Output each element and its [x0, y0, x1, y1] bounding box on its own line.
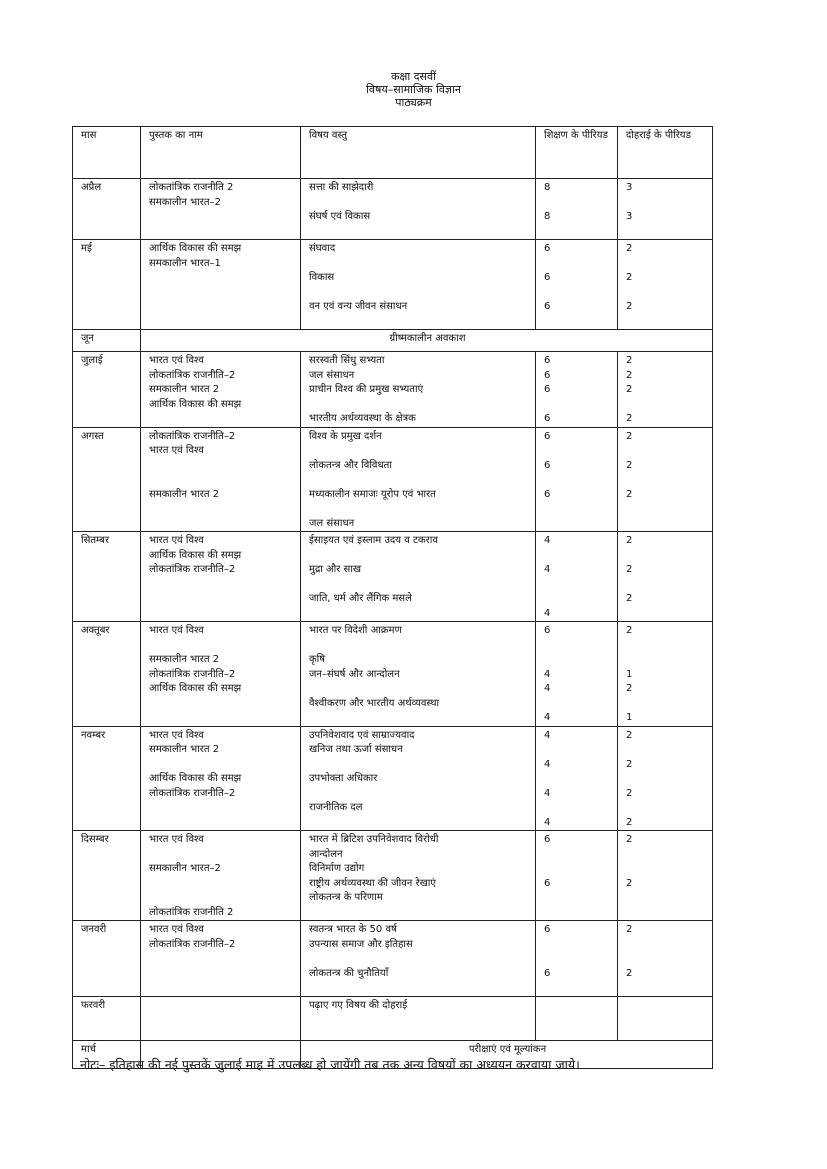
cell-line: 2: [626, 593, 633, 604]
cell-line: [544, 257, 611, 272]
cell-line: उपभोक्ता अधिकार: [309, 773, 378, 784]
cell-line: 2: [626, 967, 633, 979]
cell-line: [626, 257, 706, 272]
cell-line: 2: [626, 877, 633, 889]
cell-line: [309, 607, 529, 622]
cell-line: [309, 639, 529, 654]
syllabus-table: [72, 126, 713, 1069]
cell-line: 4: [544, 607, 551, 619]
cell-line: 2: [626, 272, 633, 283]
book-cell: [141, 996, 301, 1040]
cell-line: समकालीन भारत 2: [149, 384, 220, 395]
cell-line: भारतीय अर्थव्यवस्था के क्षेत्रक: [309, 413, 416, 424]
revision-periods-cell: [618, 996, 713, 1040]
book-cell: [141, 622, 301, 727]
cell-line: [544, 225, 611, 240]
cell-line: विकास: [309, 272, 335, 283]
cell-line: 4: [544, 683, 551, 694]
cell-line: [309, 257, 529, 272]
cell-line: [149, 459, 294, 474]
cell-line: [544, 398, 611, 413]
cell-line: समकालीन भारत 2: [149, 488, 220, 500]
cell-line: [149, 300, 294, 315]
cell-line: 4: [544, 816, 551, 828]
cell-line: [309, 286, 529, 301]
teaching-periods-cell: [536, 532, 618, 622]
cell-line: जाति, धर्म और लैंगिक मसले: [309, 593, 412, 604]
book-cell: [141, 921, 301, 997]
cell-line: [544, 578, 611, 593]
cell-line: आर्थिक विकास की समझ: [149, 398, 242, 410]
topic-cell: [301, 427, 536, 532]
cell-line: [149, 952, 294, 967]
month-cell: फरवरी: [73, 996, 141, 1040]
table-row: [73, 352, 713, 428]
cell-line: 2: [626, 369, 633, 381]
topic-cell: [301, 352, 536, 428]
table-row: [73, 726, 713, 831]
month-cell: अगस्त: [73, 427, 141, 532]
cell-line: भारत में ब्रिटिश उपनिवेशवाद विरोधी: [309, 834, 439, 845]
cell-line: [544, 981, 611, 996]
cell-line: [309, 225, 529, 240]
cell-line: आर्थिक विकास की समझ: [149, 549, 242, 561]
cell-line: 1: [626, 668, 633, 680]
cell-line: संघर्ष एवं विकास: [309, 211, 371, 222]
cell-line: [149, 891, 294, 906]
table-row: [73, 622, 713, 727]
cell-line: उपनिवेशवाद एवं साम्राज्यवाद: [309, 729, 415, 741]
book-cell: [141, 179, 301, 240]
cell-line: समकालीन भारत–1: [149, 257, 221, 269]
cell-line: [544, 743, 611, 758]
cell-line: विनिर्माण उद्योग: [309, 863, 365, 874]
month-cell: मार्च: [73, 1040, 141, 1068]
cell-line: [626, 639, 706, 654]
cell-line: [544, 848, 611, 863]
month-cell: जून: [73, 330, 141, 352]
cell-line: [626, 286, 706, 301]
cell-line: 4: [544, 712, 551, 723]
cell-line: 2: [626, 816, 633, 828]
cell-line: 2: [626, 564, 633, 575]
cell-line: [626, 981, 706, 996]
cell-line: जल संसाधन: [309, 517, 355, 529]
cell-line: जल संसाधन: [309, 369, 355, 381]
cell-line: 4: [544, 535, 551, 546]
cell-line: [149, 286, 294, 301]
cell-line: राजनीतिक दल: [309, 802, 363, 813]
teaching-periods-cell: [536, 179, 618, 240]
cell-line: [626, 938, 706, 953]
cell-line: [626, 801, 706, 816]
revision-periods-cell: [618, 532, 713, 622]
revision-periods-cell: [618, 240, 713, 330]
cell-line: [149, 607, 294, 622]
cell-line: 2: [626, 625, 633, 636]
teaching-periods-cell: [536, 831, 618, 921]
table-header-row: [73, 127, 713, 179]
cell-line: [544, 801, 611, 816]
cell-line: [309, 315, 529, 330]
cell-line: 2: [626, 243, 633, 254]
month-cell: जुलाई: [73, 352, 141, 428]
teaching-periods-cell: [536, 622, 618, 727]
cell-line: भारत एवं विश्व: [149, 355, 204, 366]
merged-cell: परीक्षाएं एवं मूल्यांकन: [301, 1040, 713, 1068]
cell-line: 6: [544, 355, 551, 366]
table-row: [73, 179, 713, 240]
cell-line: लोकतांत्रिक राजनीति–2: [149, 938, 236, 950]
cell-line: [149, 578, 294, 593]
cell-line: [149, 412, 294, 427]
topic-cell: [301, 921, 536, 997]
cell-line: [309, 758, 529, 773]
header-topic: विषय वस्तु: [301, 127, 536, 179]
topic-cell: [301, 831, 536, 921]
cell-line: [309, 444, 529, 459]
cell-line: विश्व के प्रमुख दर्शन: [309, 430, 382, 442]
cell-line: संघवाद: [309, 243, 336, 254]
cell-line: समकालीन भारत 2: [149, 654, 220, 665]
cell-line: [544, 697, 611, 712]
cell-line: [626, 848, 706, 863]
cell-line: [149, 816, 294, 831]
cell-line: 1: [626, 712, 633, 723]
cell-line: 6: [544, 243, 551, 254]
cell-line: [149, 758, 294, 773]
cell-line: [626, 906, 706, 921]
cell-line: सत्ता की साझेदारी: [309, 182, 374, 193]
cell-line: [149, 697, 294, 712]
topic-cell: [301, 726, 536, 831]
cell-line: भारत एवं विश्व: [149, 834, 204, 845]
table-row: [73, 532, 713, 622]
cell-line: भारत एवं विश्व: [149, 729, 204, 741]
cell-line: [626, 891, 706, 906]
cell-line: [626, 517, 706, 532]
cell-line: [544, 938, 611, 953]
cell-line: [149, 639, 294, 654]
cell-line: [544, 891, 611, 906]
cell-line: आन्दोलन: [309, 848, 343, 860]
cell-line: [626, 653, 706, 668]
cell-line: 4: [544, 668, 551, 680]
cell-line: 8: [544, 211, 551, 222]
cell-line: [149, 502, 294, 517]
cell-line: 6: [544, 430, 551, 442]
cell-line: [626, 952, 706, 967]
cell-line: पढ़ाए गए विषय की दोहराई: [309, 999, 408, 1011]
cell-line: [626, 743, 706, 758]
cell-line: [309, 578, 529, 593]
cell-line: [309, 816, 529, 831]
cell-line: 6: [544, 877, 551, 889]
month-cell: अक्तूबर: [73, 622, 141, 727]
cell-line: [309, 981, 529, 996]
cell-line: लोकतांत्रिक राजनीति–2: [149, 369, 236, 381]
cell-line: [309, 473, 529, 488]
table-row: [73, 240, 713, 330]
cell-line: लोकतांत्रिक राजनीति 2: [149, 182, 234, 193]
month-cell: जनवरी: [73, 921, 141, 997]
cell-line: लोकतांत्रिक राजनीति–2: [149, 787, 236, 799]
cell-line: [544, 952, 611, 967]
teaching-periods-cell: [536, 240, 618, 330]
cell-line: 4: [544, 758, 551, 770]
table-row: [73, 996, 713, 1040]
cell-line: 2: [626, 834, 633, 845]
teaching-periods-cell: [536, 921, 618, 997]
cell-line: [544, 592, 611, 607]
table-row: [73, 831, 713, 921]
cell-line: 2: [626, 535, 633, 546]
cell-line: 6: [544, 413, 551, 424]
cell-line: [626, 225, 706, 240]
cell-line: 6: [544, 625, 551, 636]
cell-line: [626, 196, 706, 211]
cell-line: समकालीन भारत 2: [149, 744, 220, 755]
teaching-periods-cell: [536, 352, 618, 428]
footnote: नोटः– इतिहास की नई पुस्तकें जुलाई माह में उपलब्ध हो जायेंगी तब तक अन्य विषयों का अध्ययन करवाया जाये।: [80, 1057, 580, 1072]
cell-line: कृषि: [309, 654, 326, 665]
month-cell: नवम्बर: [73, 726, 141, 831]
cell-line: भारत एवं विश्व: [149, 535, 204, 546]
cell-line: सरस्वती सिंधु सभ्यता: [309, 355, 385, 366]
topic-cell: [301, 996, 536, 1040]
cell-line: [149, 848, 294, 863]
topic-cell: [301, 622, 536, 727]
cell-line: 2: [626, 729, 633, 741]
cell-line: [149, 315, 294, 330]
cell-line: 2: [626, 924, 633, 935]
class-heading: कक्षा दसवीं: [391, 70, 436, 83]
cell-line: [149, 877, 294, 892]
cell-line: [544, 653, 611, 668]
cell-line: [544, 999, 611, 1014]
cell-line: [149, 473, 294, 488]
cell-line: लोकतांत्रिक राजनीति–2: [149, 430, 236, 442]
cell-line: लोकतन्त्र और विविधता: [309, 459, 392, 471]
header-book: पुस्तक का नाम: [141, 127, 301, 179]
cell-line: 2: [626, 413, 633, 424]
table-row: [73, 427, 713, 532]
teaching-periods-cell: [536, 996, 618, 1040]
cell-line: भारत पर विदेशी आक्रमण: [309, 625, 402, 636]
cell-line: 2: [626, 355, 633, 366]
cell-line: [544, 444, 611, 459]
cell-line: 6: [544, 924, 551, 935]
cell-line: [149, 967, 294, 982]
cell-line: [309, 906, 529, 921]
cell-line: [544, 473, 611, 488]
book-cell: [141, 532, 301, 622]
cell-line: [309, 1013, 529, 1028]
cell-line: 2: [626, 787, 633, 799]
cell-line: [544, 286, 611, 301]
cell-line: [626, 315, 706, 330]
cell-line: आर्थिक विकास की समझ: [149, 773, 242, 784]
cell-line: [626, 999, 706, 1014]
cell-line: [626, 578, 706, 593]
cell-line: 6: [544, 369, 551, 381]
cell-line: 2: [626, 683, 633, 694]
syllabus-heading: पाठ्यक्रम: [395, 96, 432, 109]
book-cell: [141, 427, 301, 532]
cell-line: [626, 444, 706, 459]
cell-line: [544, 862, 611, 877]
cell-line: लोकतांत्रिक राजनीति–2: [149, 564, 236, 575]
cell-line: भारत एवं विश्व: [149, 924, 204, 935]
cell-line: [626, 862, 706, 877]
cell-line: 6: [544, 272, 551, 283]
teaching-periods-cell: [536, 427, 618, 532]
table-row: [73, 330, 713, 352]
cell-line: वन एवं वन्य जीवन संसाधन: [309, 301, 408, 312]
cell-line: [309, 952, 529, 967]
cell-line: खनिज तथा ऊर्जा संसाधन: [309, 744, 403, 755]
cell-line: [149, 225, 294, 240]
month-cell: अप्रैल: [73, 179, 141, 240]
cell-line: राष्ट्रीय अर्थव्यवस्था की जीवन रेखाएं: [309, 877, 436, 889]
revision-periods-cell: [618, 921, 713, 997]
cell-line: 2: [626, 488, 633, 500]
cell-line: आर्थिक विकास की समझ: [149, 243, 242, 254]
topic-cell: [301, 179, 536, 240]
book-cell: [141, 831, 301, 921]
cell-line: 4: [544, 564, 551, 575]
cell-line: मुद्रा और साख: [309, 564, 362, 575]
header-month: मास: [73, 127, 141, 179]
cell-line: [626, 772, 706, 787]
cell-line: [149, 517, 294, 532]
cell-line: [149, 711, 294, 726]
cell-line: लोकतांत्रिक राजनीति 2: [149, 906, 234, 918]
book-cell: [141, 240, 301, 330]
cell-line: जन–संघर्ष और आन्दोलन: [309, 668, 400, 680]
cell-line: 6: [544, 834, 551, 845]
cell-line: 2: [626, 430, 633, 442]
revision-periods-cell: [618, 622, 713, 727]
cell-line: समकालीन भारत–2: [149, 196, 221, 208]
header-revision-periods: दोहराई के पीरियड: [618, 127, 713, 179]
cell-line: [544, 1013, 611, 1028]
teaching-periods-cell: [536, 726, 618, 831]
cell-line: लोकतन्त्र की चुनौतियाँ: [309, 967, 389, 979]
cell-line: मध्यकालीन समाजः यूरोप एवं भारत: [309, 488, 436, 500]
cell-line: 6: [544, 459, 551, 471]
cell-line: [626, 549, 706, 564]
cell-line: [309, 682, 529, 697]
revision-periods-cell: [618, 427, 713, 532]
cell-line: [149, 999, 294, 1014]
cell-line: [309, 398, 529, 413]
cell-line: [309, 787, 529, 802]
cell-line: लोकतन्त्र के परिणाम: [309, 892, 383, 903]
cell-line: [309, 196, 529, 211]
cell-line: [626, 607, 706, 622]
month-cell: मई: [73, 240, 141, 330]
cell-line: [544, 639, 611, 654]
cell-line: [626, 502, 706, 517]
cell-line: समकालीन भारत–2: [149, 863, 221, 874]
cell-line: [544, 517, 611, 532]
cell-line: प्राचीन विश्व की प्रमुख सभ्यताएं: [309, 384, 424, 395]
cell-line: 6: [544, 967, 551, 979]
cell-line: ईसाइयत एवं इस्लाम उदय व टकराव: [309, 535, 438, 546]
topic-cell: [301, 532, 536, 622]
cell-line: 4: [544, 729, 551, 741]
cell-line: [149, 801, 294, 816]
cell-line: [149, 1013, 294, 1028]
table-row: [73, 921, 713, 997]
cell-line: [149, 981, 294, 996]
cell-line: 3: [626, 211, 633, 222]
cell-line: 8: [544, 182, 551, 193]
cell-line: [544, 196, 611, 211]
subject-heading: विषय–सामाजिक विज्ञान: [366, 83, 461, 96]
header-teaching-periods: शिक्षण के पीरियड: [536, 127, 618, 179]
revision-periods-cell: [618, 726, 713, 831]
cell-line: 6: [544, 384, 551, 395]
topic-cell: [301, 240, 536, 330]
book-cell: [141, 352, 301, 428]
cell-line: [544, 502, 611, 517]
document-header: [0, 70, 827, 109]
cell-line: 2: [626, 384, 633, 395]
month-cell: सितम्बर: [73, 532, 141, 622]
cell-line: भारत एवं विश्व: [149, 445, 204, 456]
cell-line: 3: [626, 182, 633, 193]
revision-periods-cell: [618, 179, 713, 240]
cell-line: लोकतांत्रिक राजनीति–2: [149, 668, 236, 680]
cell-line: 6: [544, 301, 551, 312]
cell-line: [626, 398, 706, 413]
cell-line: 2: [626, 301, 633, 312]
cell-line: [309, 502, 529, 517]
cell-line: [544, 772, 611, 787]
month-cell: दिसम्बर: [73, 831, 141, 921]
cell-line: [544, 549, 611, 564]
cell-line: स्वतन्त्र भारत के 50 वर्ष: [309, 924, 397, 935]
cell-line: 6: [544, 488, 551, 500]
cell-line: 2: [626, 459, 633, 471]
cell-line: 2: [626, 758, 633, 770]
cell-line: [626, 473, 706, 488]
cell-line: [544, 906, 611, 921]
cell-line: [149, 210, 294, 225]
cell-line: [626, 1013, 706, 1028]
cell-line: आर्थिक विकास की समझ: [149, 683, 242, 694]
cell-line: उपन्यास समाज और इतिहास: [309, 938, 413, 950]
cell-line: भारत एवं विश्व: [149, 625, 204, 636]
cell-line: वैश्वीकरण और भारतीय अर्थव्यवस्था: [309, 697, 440, 709]
cell-line: [149, 271, 294, 286]
merged-cell: ग्रीष्मकालीन अवकाश: [141, 330, 713, 352]
cell-line: [309, 711, 529, 726]
book-cell: [141, 726, 301, 831]
cell-line: [309, 549, 529, 564]
cell-line: 4: [544, 787, 551, 799]
cell-line: [626, 697, 706, 712]
revision-periods-cell: [618, 831, 713, 921]
cell-line: [149, 592, 294, 607]
cell-line: [544, 315, 611, 330]
revision-periods-cell: [618, 352, 713, 428]
